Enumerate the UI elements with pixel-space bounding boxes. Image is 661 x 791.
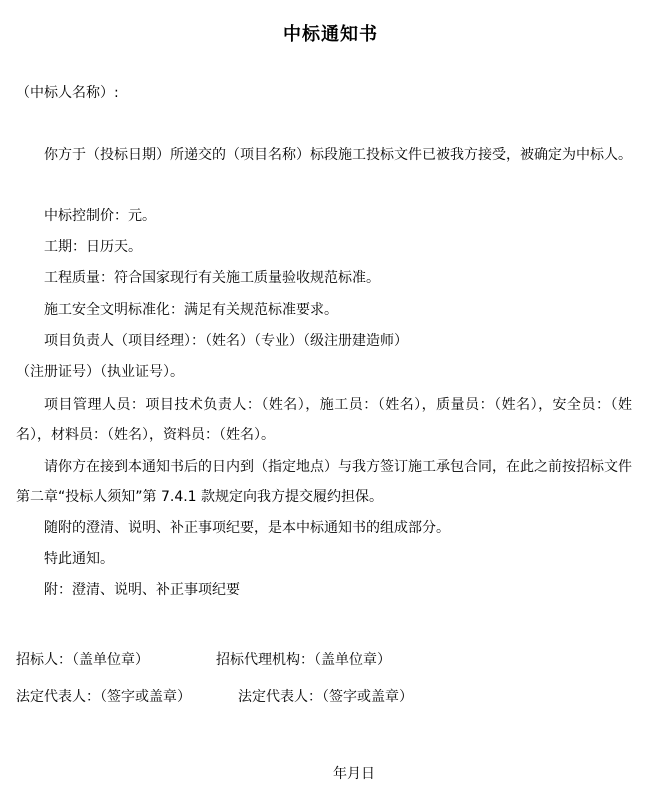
paragraph-price: 中标控制价：元。 [44, 208, 156, 224]
paragraph-attached: 随附的澄清、说明、补正事项纪要，是本中标通知书的组成部分。 [44, 520, 450, 536]
signature-tenderer-representative: 法定代表人：（签字或盖章） [16, 689, 191, 705]
signature-agency: 招标代理机构：（盖单位章） [216, 652, 391, 668]
paragraph-contract: 请你方在接到本通知书后的日内到（指定地点）与我方签订施工承包合同，在此之前按招标文件第二章“投标人须知”第 7.4.1 款规定向我方提交履约担保。 [16, 459, 632, 505]
paragraph-quality: 工程质量：符合国家现行有关施工质量验收规范标准。 [44, 270, 380, 286]
signature-row-representatives [16, 687, 646, 707]
signature-agency-representative: 法定代表人：（签字或盖章） [238, 689, 413, 705]
addressee: （中标人名称）: [16, 85, 119, 101]
paragraph-notice: 特此通知。 [44, 551, 114, 567]
paragraph-staff: 项目管理人员：项目技术负责人：（姓名），施工员：（姓名），质量员：（姓名），安全员：（姓名），材料员：（姓名），资料员：（姓名）。 [16, 397, 632, 443]
date-line: 年月日 [333, 766, 375, 782]
paragraph-manager-line1: 项目负责人（项目经理）：（姓名）（专业）（级注册建造师） [44, 333, 408, 349]
paragraph-safety: 施工安全文明标准化：满足有关规范标准要求。 [44, 302, 338, 318]
paragraph-acceptance: 你方于（投标日期）所递交的（项目名称）标段施工投标文件已被我方接受，被确定为中标人。 [44, 147, 632, 163]
signature-row-seals [16, 650, 646, 670]
paragraph-manager-line2: （注册证号）（执业证号）。 [16, 364, 184, 380]
signature-tenderer: 招标人：（盖单位章） [16, 652, 149, 668]
paragraph-appendix: 附：澄清、说明、补正事项纪要 [44, 582, 240, 598]
paragraph-period: 工期：日历天。 [44, 239, 142, 255]
document-title: 中标通知书 [283, 24, 378, 45]
